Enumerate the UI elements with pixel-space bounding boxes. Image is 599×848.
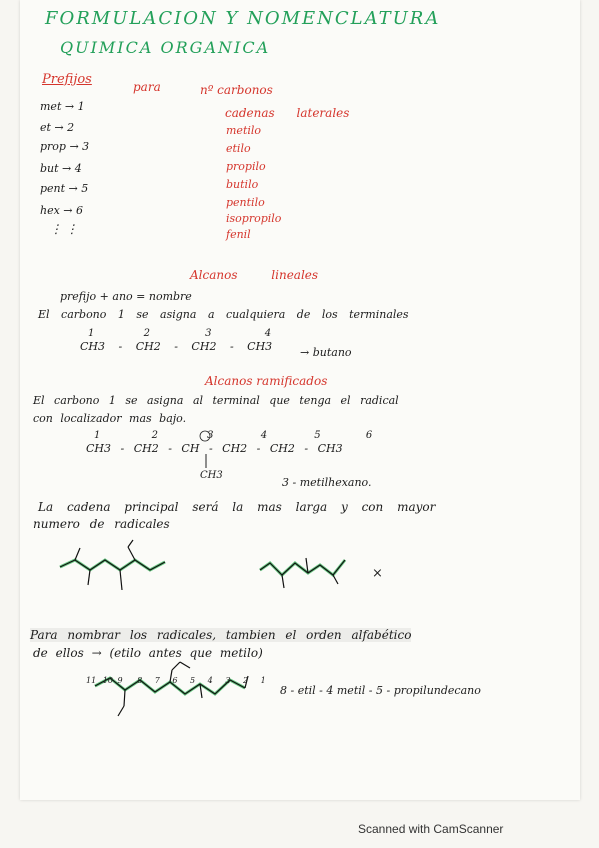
locant: 11 bbox=[86, 676, 97, 685]
side-chain-item: propilo bbox=[226, 160, 266, 173]
prefix-row: et → 2 bbox=[40, 121, 75, 134]
locant: 3 bbox=[205, 328, 212, 339]
side-chain-item: fenil bbox=[226, 228, 251, 241]
carbonos-heading: nº carbonos bbox=[200, 83, 273, 97]
title-line-1: FORMULACION Y NOMENCLATURA bbox=[45, 8, 441, 29]
side-chains-heading: cadenas laterales bbox=[225, 106, 350, 120]
locant: 1 bbox=[88, 328, 95, 339]
hexane-name: 3 - metilhexano. bbox=[282, 476, 372, 489]
principal-chain-rule-1: La cadena principal será la mas larga y con mayor bbox=[38, 500, 436, 514]
locant: 4 bbox=[260, 430, 268, 441]
scanner-watermark: Scanned with CamScanner bbox=[358, 822, 504, 836]
locant: 8 bbox=[137, 676, 143, 685]
locant: 9 bbox=[117, 676, 123, 685]
side-chain-item: metilo bbox=[226, 124, 262, 137]
undecane-name: 8 - etil - 4 metil - 5 - propilundecano bbox=[280, 684, 481, 697]
linear-alkanes-heading: Alcanos lineales bbox=[190, 268, 319, 282]
locant: 3 bbox=[225, 676, 231, 685]
naming-rule-2: de ellos → (etilo antes que metilo) bbox=[33, 646, 263, 660]
butane-formula: CH3 - CH2 - CH2 - CH3 bbox=[80, 340, 273, 353]
side-chain-item: etilo bbox=[226, 142, 251, 155]
prefix-row: prop → 3 bbox=[40, 140, 90, 153]
locant: 7 bbox=[154, 676, 160, 685]
hexane-substituent: CH3 bbox=[200, 470, 223, 481]
prefijos-heading: Prefijos bbox=[42, 72, 92, 87]
locant: 4 bbox=[207, 676, 213, 685]
locant: 5 bbox=[190, 676, 196, 685]
locant: 4 bbox=[264, 328, 272, 339]
locant: 2 bbox=[242, 676, 249, 685]
locant: 6 bbox=[172, 676, 178, 685]
prefix-row: met → 1 bbox=[40, 100, 85, 113]
side-chain-item: butilo bbox=[226, 178, 259, 191]
linear-rule: prefijo + ano = nombre bbox=[60, 290, 192, 303]
branched-alkanes-heading: Alcanos ramificados bbox=[205, 374, 328, 388]
locant: 2 bbox=[151, 430, 158, 441]
butane-result: → butano bbox=[300, 346, 352, 359]
prefix-row: but → 4 bbox=[40, 162, 82, 175]
hexane-formula: CH3 - CH2 - CH - CH2 - CH2 - CH3 bbox=[86, 442, 343, 455]
title-line-2: QUIMICA ORGANICA bbox=[60, 38, 271, 57]
prefix-row: pent → 5 bbox=[40, 182, 89, 195]
branched-explanation-2: con localizador mas bajo. bbox=[33, 412, 187, 425]
undecane-locants bbox=[86, 676, 266, 685]
incorrect-mark: × bbox=[372, 566, 383, 581]
naming-rule-1: Para nombrar los radicales, tambien el orden alfabético bbox=[30, 628, 412, 642]
principal-chain-rule-2: numero de radicales bbox=[33, 517, 170, 531]
para-heading: para bbox=[133, 80, 161, 94]
prefix-row: hex → 6 bbox=[40, 204, 84, 217]
prefix-continuation-dots: ⋮ ⋮ bbox=[50, 222, 78, 236]
branched-explanation-1: El carbono 1 se asigna al terminal que tenga el radical bbox=[33, 394, 399, 407]
locant: 2 bbox=[143, 328, 150, 339]
locant: 5 bbox=[314, 430, 321, 441]
locant: 3 bbox=[207, 430, 214, 441]
locant: 1 bbox=[260, 676, 266, 685]
locant: 10 bbox=[102, 676, 113, 685]
linear-explanation: El carbono 1 se asigna a cualquiera de los terminales bbox=[38, 308, 409, 321]
locant: 1 bbox=[94, 430, 101, 441]
side-chain-item: isopropilo bbox=[226, 212, 282, 225]
side-chain-item: pentilo bbox=[226, 196, 265, 209]
locant: 6 bbox=[365, 430, 373, 441]
